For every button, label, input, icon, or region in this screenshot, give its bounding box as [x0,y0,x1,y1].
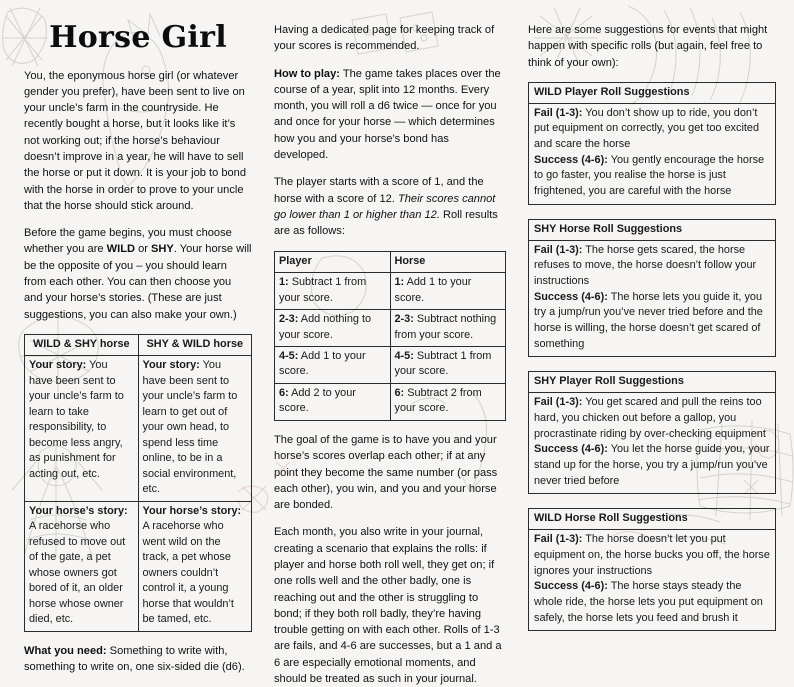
horse-roll-1-key: 1: [394,276,405,289]
wild-horse-fail-text: The horse doesn’t let you put equipment on, the horse bucks you off, the horse ignores your instructions [534,533,770,577]
horse-roll-1-cell [390,273,506,310]
horse-roll-45-text: Subtract 1 from your score. [394,349,492,378]
player-roll-6-key: 6: [279,386,289,399]
choice-paragraph [24,225,252,323]
how-to-play-text: The game takes places over the course of a year, split into 12 months. Every month, you will roll a d6 twice — once for you and once for your horse — which determines how you and your horse’s bond has developed. [274,67,501,162]
shy-horse-success-text: The horse lets you guide it, you try a jump/run you’ve never tried before and the horse is willing, the horse doesn’t get scared of something [534,290,763,350]
shy-keyword: SHY [151,243,174,256]
wild-player-fail-line [534,106,770,153]
horse-roll-6-cell [390,383,506,420]
shy-horse-fail-label: Fail (1-3): [534,243,583,256]
choice-text-or: or [134,243,152,256]
story-table [24,334,252,632]
your-story-label-shy: Your story: [142,359,200,372]
shy-horse-success-line [534,290,770,353]
table-row [275,310,506,347]
your-story-text-wild: You have been sent to your uncle’s farm to learn to take responsibility, to become less angry, as punishment for acting out, etc. [29,359,124,480]
right-column [528,16,776,631]
shy-player-fail-text: You get scared and pull the reins too hard, you chicken out before a gallop, you procrastinate riding by over-checking equipment [534,396,766,440]
wild-horse-suggestions-box [528,508,776,631]
shy-player-suggestions-body [529,393,775,493]
shy-horse-success-label: Success (4-6): [534,290,608,303]
table-row [25,356,252,501]
start-text-part1: The player starts with a score of 1, and the horse with a score of 12. [274,176,484,205]
horse-roll-6-key: 6: [394,386,405,399]
player-roll-45-cell [275,346,391,383]
page-title: Horse Girl [49,20,227,55]
goal-paragraph: The goal of the game is to have you and your horse’s scores overlap each other; if at any point they become the same number (or pass each other), you win, and you and your horse are bonded. [274,433,498,512]
wild-player-fail-label: Fail (1-3): [534,106,583,119]
horse-story-wild-cell [25,501,139,631]
roll-results-table [274,251,506,421]
horse-story-text-shy: A racehorse who went wild on the track, a pet whose owners couldn’t control it, a young horse that wouldn’t be tamed, etc. [142,520,234,626]
table-row [275,383,506,420]
how-to-play-label: How to play: [274,67,340,80]
roll-header-horse: Horse [390,251,506,272]
shy-player-fail-line [534,395,770,442]
shy-player-suggestions-box [528,371,776,494]
what-you-need-paragraph [24,643,252,676]
horse-roll-45-key: 4-5: [394,349,414,362]
middle-column [274,16,506,687]
start-text-part2: Roll results are as follows: [274,208,498,238]
how-to-play-paragraph [274,66,506,164]
horse-story-label-wild: Your horse’s story: [29,504,128,517]
player-roll-45-text: Add 1 to your score. [279,349,366,378]
horse-roll-1-text: Add 1 to your score. [394,276,472,304]
wild-player-success-text: You gently encourage the horse to go faster, you realise the horse is just frightened, you are careful with the horse [534,153,765,198]
wild-horse-success-label: Success (4-6): [534,580,608,593]
choice-text-part2: . Your horse will be the opposite of you – you should learn from each other. You can then choose you and your horse’s stories. (These are just suggestions, you can also make your own.) [24,243,252,321]
shy-horse-suggestions-heading: SHY Horse Roll Suggestions [529,220,775,241]
horse-story-label-shy: Your horse’s story: [142,504,242,517]
player-roll-1-cell [275,273,391,310]
what-you-need-text: Something to write with, something to write on, one six-sided die (d6). [24,644,245,673]
intro-paragraph: You, the eponymous horse girl (or whatever gender you prefer), have been sent to live on your uncle’s farm in the countryside. He recently bought a horse, but it looks like it’s not working out; if the horse’s behaviour doesn’t improve in a year, he will have to sell the horse or put it down. It is your job to bond with the horse in order to prove to your uncle that the horse should stick around. [24,69,247,212]
player-roll-6-cell [275,383,391,420]
player-roll-23-text: Add nothing to your score. [279,313,372,341]
journal-paragraph: Each month, you also write in your journal, creating a scenario that explains the rolls: if player and horse both roll well, they get on; if one rolls well and the other badly, one is reaching out and the other is struggling to bond; if they both roll badly, they’re having trouble getting on with each other. Rolls of 1-3 are fails, and 4-6 are successes, but a 1 and a 6 are especially emotional moments, and should be treated as such in your journal. [274,526,502,686]
suggestions-intro-paragraph: Here are some suggestions for events that might happen with specific rolls (but again, feel free to think of your own): [528,24,768,69]
wild-horse-success-text: The horse stays steady the whole ride, the horse lets you put equipment on safely, the horse lets you feed and brush it [534,580,763,624]
wild-player-success-label: Success (4-6): [534,153,608,166]
player-roll-45-key: 4-5: [279,349,299,362]
wild-horse-success-line [534,579,770,626]
your-story-shy-cell [138,356,252,501]
table-row [275,346,506,383]
player-roll-1-key: 1: [279,276,289,289]
score-limit-note: Their scores cannot go lower than 1 or higher than 12. [274,192,496,221]
what-you-need-label: What you need: [24,644,107,657]
wild-horse-suggestions-heading: WILD Horse Roll Suggestions [529,509,775,530]
table-row [275,273,506,310]
wild-player-success-line [534,153,770,200]
wild-horse-suggestions-body [529,530,775,630]
shy-horse-fail-line [534,243,770,290]
wild-horse-fail-line [534,532,770,579]
scores-note-paragraph: Having a dedicated page for keeping track of your scores is recommended. [274,24,495,53]
your-story-text-shy: You have been sent to your uncle’s farm to learn to get out of your own head, to spend less time online, to be in a social environment, etc. [142,359,238,496]
wild-player-suggestions-heading: WILD Player Roll Suggestions [529,83,775,104]
table-header-row [25,334,252,355]
shy-player-suggestions-heading: SHY Player Roll Suggestions [529,372,775,393]
horse-roll-23-cell [390,310,506,347]
table-header-row [275,251,506,272]
horse-roll-45-cell [390,346,506,383]
player-roll-23-key: 2-3: [279,313,299,326]
table-row [25,501,252,631]
shy-player-success-line [534,442,770,489]
roll-header-player: Player [275,251,391,272]
player-roll-6-text: Add 2 to your score. [279,386,356,415]
wild-keyword: WILD [106,243,135,256]
wild-player-suggestions-body [529,104,775,204]
shy-player-fail-label: Fail (1-3): [534,396,583,409]
left-column [24,16,252,675]
shy-player-success-label: Success (4-6): [534,443,608,456]
horse-story-shy-cell [138,501,252,631]
your-story-wild-cell [25,356,139,501]
player-roll-23-cell [275,310,391,347]
horse-roll-23-key: 2-3: [394,313,414,326]
story-header-wild: WILD & SHY horse [25,334,139,355]
horse-roll-6-text: Subtract 2 from your score. [394,386,482,415]
wild-player-fail-text: You don’t show up to ride, you don’t put equipment on correctly, you get too excited and scare the horse [534,106,760,151]
your-story-label-wild: Your story: [29,359,87,372]
wild-player-suggestions-box [528,82,776,205]
horse-story-text-wild: A racehorse who refused to move out of the gate, a pet whose owners got bored of it, an older horse whose owner died, etc. [29,520,126,626]
horse-roll-23-text: Subtract nothing from your score. [394,313,497,341]
choice-text-part1: Before the game begins, you must choose whether you are [24,227,232,256]
story-header-shy: SHY & WILD horse [138,334,252,355]
start-scores-paragraph [274,174,506,239]
shy-horse-suggestions-box [528,219,776,358]
player-roll-1-text: Subtract 1 from your score. [279,276,367,304]
shy-horse-suggestions-body [529,241,775,357]
shy-horse-fail-text: The horse gets scared, the horse refuses to move, the horse doesn’t follow your instructions [534,243,757,287]
shy-player-success-text: You let the horse guide you, your stand up for the horse, you try a jump/run you’ve never tried before [534,443,770,487]
wild-horse-fail-label: Fail (1-3): [534,533,583,546]
